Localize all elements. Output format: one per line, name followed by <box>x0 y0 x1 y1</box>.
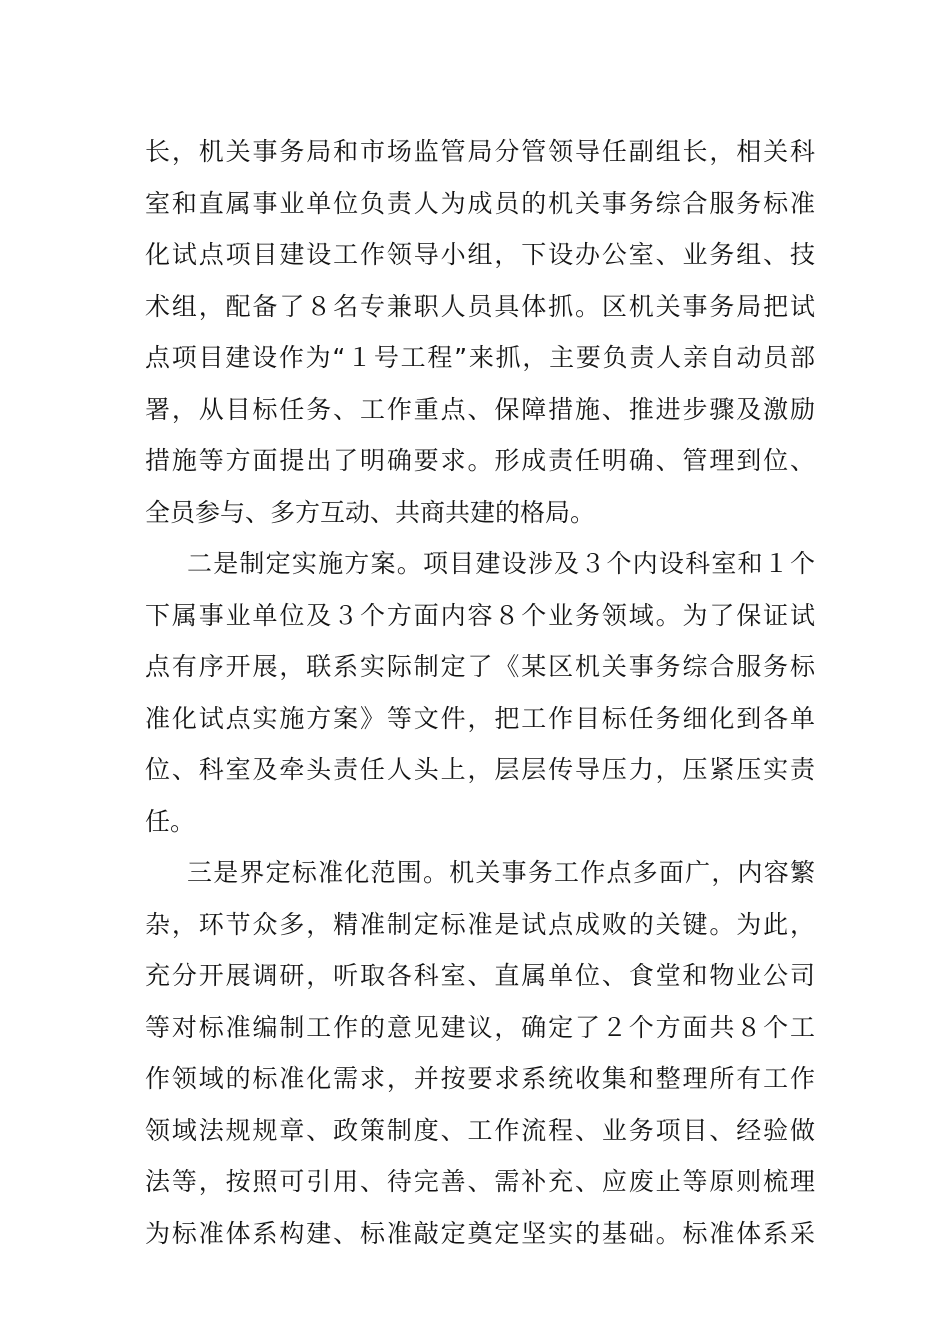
paragraph-1-line-6: 署，从目标任务、工作重点、保障措施、推进步骤及激励 <box>145 394 815 424</box>
document-body <box>145 126 815 1259</box>
paragraph-1-line-7: 措施等方面提出了明确要求。形成责任明确、管理到位、 <box>145 446 815 475</box>
paragraph-1-line-4: 术组，配备了８名专兼职人员具体抓。区机关事务局把试 <box>145 291 815 321</box>
paragraph-1-line-8: 全员参与、多方互动、共商共建的格局。 <box>145 497 596 527</box>
paragraph-1-line-3: 化试点项目建设工作领导小组，下设办公室、业务组、技 <box>145 240 815 269</box>
paragraph-3-line-5: 作领域的标准化需求，并按要求系统收集和整理所有工作 <box>145 1064 815 1093</box>
paragraph-3-line-8: 为标准体系构建、标准敲定奠定坚实的基础。标准体系采 <box>145 1218 815 1248</box>
paragraph-3-line-7: 法等，按照可引用、待完善、需补充、应废止等原则梳理 <box>145 1167 815 1196</box>
paragraph-3-line-4: 等对标准编制工作的意见建议，确定了２个方面共８个工 <box>145 1012 815 1042</box>
paragraph-2-line-3: 点有序开展，联系实际制定了《某区机关事务综合服务标 <box>145 652 815 681</box>
paragraph-3-line-2: 杂，环节众多，精准制定标准是试点成败的关键。为此， <box>145 909 815 939</box>
paragraph-2-line-5: 位、科室及牵头责任人头上，层层传导压力，压紧压实责 <box>145 755 815 784</box>
paragraph-1-line-5: 点项目建设作为“１号工程”来抓，主要负责人亲自动员部 <box>145 343 815 372</box>
paragraph-1-line-2: 室和直属事业单位负责人为成员的机关事务综合服务标准 <box>145 188 815 218</box>
paragraph-3-line-6: 领域法规规章、政策制度、工作流程、业务项目、经验做 <box>145 1115 815 1145</box>
paragraph-2-line-6: 任。 <box>145 806 196 836</box>
paragraph-2-line-4: 准化试点实施方案》等文件，把工作目标任务细化到各单 <box>145 703 815 733</box>
paragraph-2-line-2: 下属事业单位及３个方面内容８个业务领域。为了保证试 <box>145 600 815 630</box>
paragraph-1-line-1: 长，机关事务局和市场监管局分管领导任副组长，相关科 <box>145 137 815 166</box>
paragraph-3-line-3: 充分开展调研，听取各科室、直属单位、食堂和物业公司 <box>145 961 815 990</box>
paragraph-2-line-1: 二是制定实施方案。项目建设涉及３个内设科室和１个 <box>187 549 815 578</box>
paragraph-3-line-1: 三是界定标准化范围。机关事务工作点多面广，内容繁 <box>187 858 815 887</box>
